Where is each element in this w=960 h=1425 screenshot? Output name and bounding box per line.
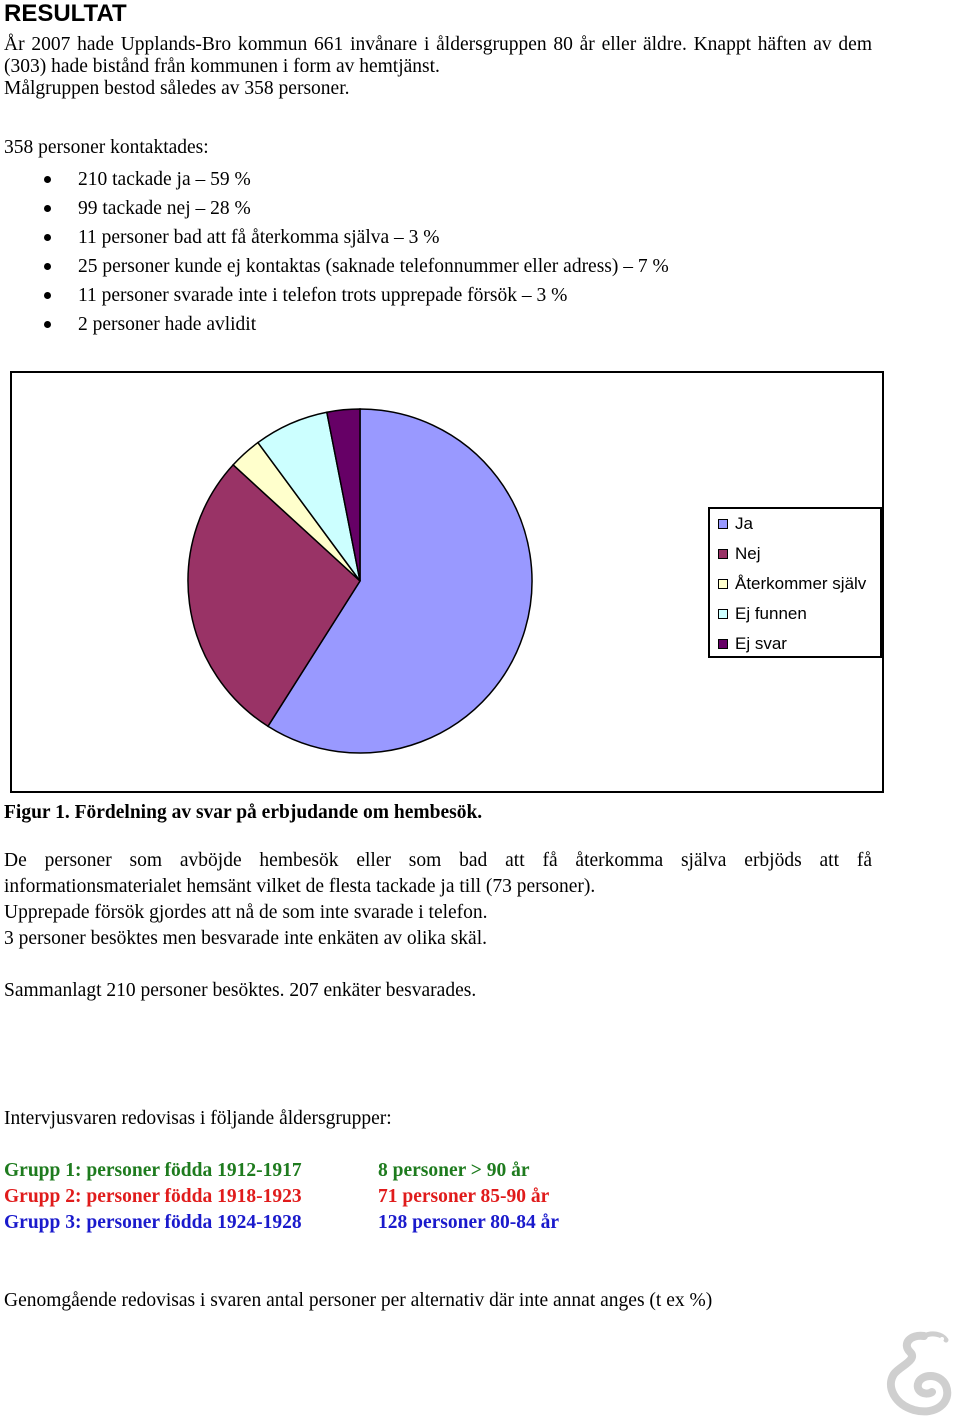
legend-swatch <box>718 639 728 649</box>
intro-paragraph <box>4 34 872 100</box>
legend-label: Ej funnen <box>735 604 807 623</box>
groups-intro: Intervjusvaren redovisas i följande åldersgrupper: <box>4 1108 392 1129</box>
group-count: 128 personer 80-84 år <box>378 1212 560 1233</box>
pie-chart-frame <box>10 371 884 793</box>
contact-list-item <box>0 281 669 310</box>
figure-caption: Figur 1. Fördelning av svar på erbjudande om hembesök. <box>4 802 483 823</box>
legend-label: Återkommer själv <box>735 574 867 593</box>
bullet-icon <box>44 292 51 299</box>
chart-legend <box>708 507 882 658</box>
contact-item-text: 210 tackade ja – 59 % <box>78 169 251 190</box>
serpent-logo-icon <box>880 1328 958 1425</box>
spacer <box>4 952 872 978</box>
legend-swatch <box>718 609 728 619</box>
group-label: Grupp 1: personer födda 1912-1917 <box>4 1160 302 1181</box>
contact-list-item <box>0 310 669 339</box>
body-paragraph-2: Upprepade försök gjordes att nå de som inte svarade i telefon. <box>4 902 488 923</box>
legend-swatch <box>718 549 728 559</box>
intro-line-2: Målgruppen bestod således av 358 personer. <box>4 78 350 99</box>
legend-label: Nej <box>735 544 761 563</box>
contact-item-text: 2 personer hade avlidit <box>78 314 257 335</box>
group-label: Grupp 2: personer födda 1918-1923 <box>4 1186 302 1207</box>
footer-note: Genomgående redovisas i svaren antal personer per alternativ där inte annat anges (t ex %) <box>4 1290 713 1311</box>
intro-line-1: År 2007 hade Upplands-Bro kommun 661 invånare i åldersgruppen 80 år eller äldre. Knappt häften av dem (303) hade bistånd från kommunen i form av hemtjänst. <box>4 34 872 77</box>
contact-list-item <box>0 165 669 194</box>
legend-swatch <box>718 519 728 529</box>
bullet-icon <box>44 176 51 183</box>
contact-item-text: 99 tackade nej – 28 % <box>78 198 251 219</box>
contact-item-text: 11 personer svarade inte i telefon trots upprepade försök – 3 % <box>78 285 568 306</box>
contact-item-text: 11 personer bad att få återkomma själva – 3 % <box>78 227 440 248</box>
group-count: 8 personer > 90 år <box>378 1160 530 1181</box>
legend-label: Ej svar <box>735 634 787 653</box>
body-paragraph-4: Sammanlagt 210 personer besöktes. 207 enkäter besvarades. <box>4 980 477 1001</box>
contact-list <box>0 165 669 339</box>
bullet-icon <box>44 321 51 328</box>
group-count: 71 personer 85-90 år <box>378 1186 550 1207</box>
body-paragraph-1: De personer som avböjde hembesök eller som bad att få återkomma själva erbjöds att få informationsmaterialet hemsänt vilket de flesta tackade ja till (73 personer). <box>4 850 872 897</box>
contact-heading: 358 personer kontaktades: <box>4 137 209 158</box>
page-heading: RESULTAT <box>4 0 127 27</box>
legend-swatch <box>718 579 728 589</box>
bullet-icon <box>44 205 51 212</box>
contact-list-item <box>0 252 669 281</box>
bullet-icon <box>44 234 51 241</box>
bullet-icon <box>44 263 51 270</box>
body-paragraph-3: 3 personer besöktes men besvarade inte enkäten av olika skäl. <box>4 928 487 949</box>
body-text <box>4 848 872 1004</box>
contact-item-text: 25 personer kunde ej kontaktas (saknade telefonnummer eller adress) – 7 % <box>78 256 669 277</box>
group-label: Grupp 3: personer födda 1924-1928 <box>4 1212 302 1233</box>
contact-list-item <box>0 194 669 223</box>
legend-label: Ja <box>735 514 753 533</box>
contact-list-item <box>0 223 669 252</box>
